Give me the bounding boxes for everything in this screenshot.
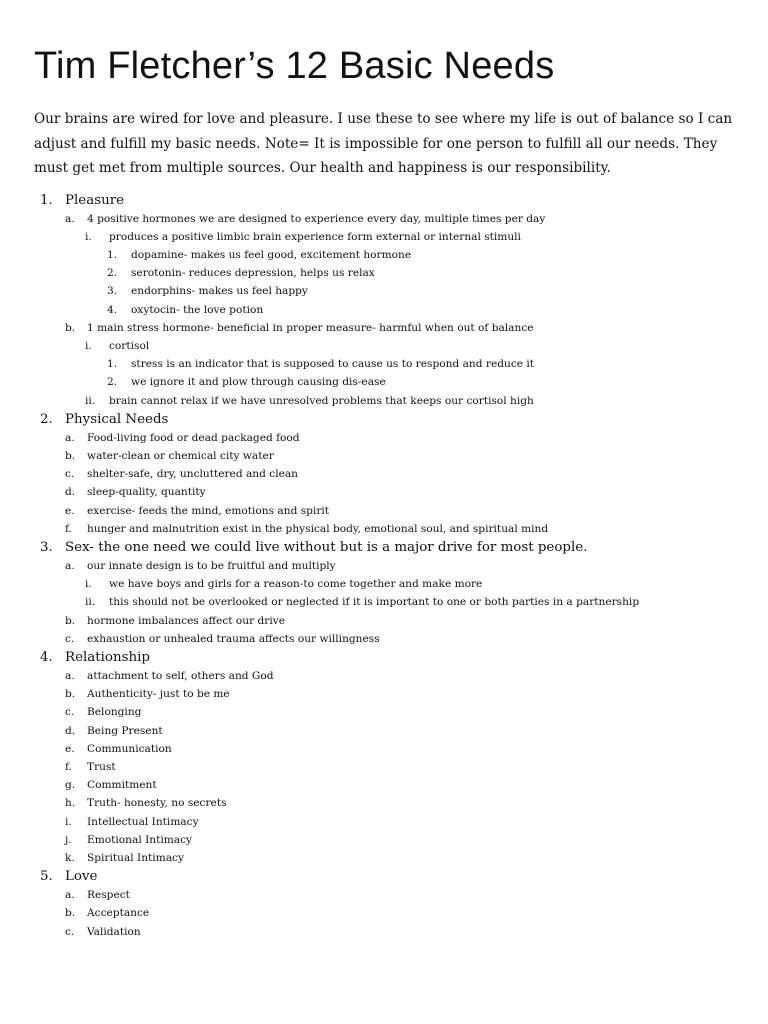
list-marker: a. (65, 431, 75, 444)
sub-list-level-3 (87, 575, 738, 611)
list-marker: 1. (107, 358, 118, 371)
list-item-text: Belonging (87, 706, 142, 719)
section-heading-text: Sex- the one need we could live without but is a major drive for most people. (65, 539, 588, 555)
list-item-text: stress is an indicator that is supposed to cause us to respond and reduce it (131, 358, 535, 371)
list-item-text: exercise- feeds the mind, emotions and spirit (87, 504, 330, 517)
section-item (34, 410, 738, 538)
list-marker: b. (65, 614, 76, 627)
list-marker: k. (65, 852, 75, 864)
list-item (65, 630, 738, 648)
list-item-text: oxytocin- the love potion (131, 303, 264, 316)
list-marker: ii. (85, 596, 96, 609)
list-item-text: our innate design is to be fruitful and multiply (87, 559, 336, 572)
list-item-text: Respect (87, 889, 130, 902)
list-item-text: serotonin- reduces depression, helps us relax (131, 267, 375, 280)
list-item (65, 447, 738, 465)
list-item (65, 886, 738, 904)
list-item-text: Validation (87, 925, 141, 938)
list-item (65, 849, 738, 867)
list-item (65, 667, 738, 685)
sub-list-level-2 (65, 557, 738, 648)
section-item (34, 191, 738, 410)
section-item (34, 538, 738, 648)
list-item (65, 319, 738, 410)
list-marker: d. (65, 724, 76, 737)
list-item-text: exhaustion or unhealed trauma affects our willingness (87, 632, 380, 645)
list-item-text: this should not be overlooked or neglected if it is important to one or both parties in a partnership (109, 596, 640, 609)
list-item (65, 502, 738, 520)
list-item-text: brain cannot relax if we have unresolved problems that keeps our cortisol high (109, 394, 534, 407)
list-marker: h. (65, 797, 76, 810)
list-item (65, 831, 738, 849)
list-item (65, 703, 738, 721)
section-number: 1. (40, 192, 53, 208)
section-heading-text: Physical Needs (65, 411, 169, 427)
section-heading (40, 191, 738, 210)
list-item (65, 923, 738, 941)
list-marker: ii. (85, 394, 96, 407)
needs-outline (34, 191, 738, 941)
list-item-text: dopamine- makes us feel good, excitement hormone (131, 248, 412, 261)
section-heading-text: Love (65, 869, 98, 885)
list-marker: a. (65, 212, 75, 225)
section-number: 2. (40, 411, 53, 427)
list-marker: 3. (107, 285, 118, 298)
list-item-text: produces a positive limbic brain experience form external or internal stimuli (109, 230, 521, 243)
sub-list-level-2 (65, 210, 738, 410)
list-item-text: Acceptance (87, 907, 150, 920)
list-item (109, 373, 738, 391)
list-marker: a. (65, 889, 75, 902)
list-item-text: shelter-safe, dry, uncluttered and clean (87, 468, 298, 481)
list-item (65, 776, 738, 794)
list-marker: 1. (107, 248, 118, 261)
list-marker: c. (65, 468, 75, 481)
list-marker: a. (65, 669, 75, 682)
list-item-text: we have boys and girls for a reason-to come together and make more (109, 578, 483, 591)
section-heading (40, 410, 738, 429)
list-marker: i. (85, 230, 92, 243)
list-marker: i. (65, 815, 72, 828)
list-item (65, 685, 738, 703)
list-marker: e. (65, 742, 75, 755)
list-marker: f. (65, 522, 72, 535)
list-item-text: Spiritual Intimacy (87, 852, 184, 864)
list-item (87, 593, 738, 611)
list-item-text: Emotional Intimacy (87, 833, 193, 846)
list-item-text: we ignore it and plow through causing dis-ease (131, 376, 386, 389)
section-heading (40, 538, 738, 557)
list-item (65, 813, 738, 831)
sub-list-level-2 (65, 429, 738, 538)
list-item-text: sleep-quality, quantity (87, 486, 206, 499)
list-item (65, 429, 738, 447)
list-item (109, 246, 738, 264)
list-item-text: 4 positive hormones we are designed to experience every day, multiple times per day (87, 212, 546, 225)
page-title: Tim Fletcher’s 12 Basic Needs (34, 45, 555, 87)
section-heading-text: Pleasure (65, 192, 125, 208)
list-item-text: Intellectual Intimacy (87, 815, 199, 828)
list-item (109, 355, 738, 373)
list-marker: 2. (107, 267, 118, 280)
sub-list-level-3 (87, 228, 738, 319)
sub-list-level-4 (109, 355, 738, 391)
list-marker: c. (65, 632, 75, 645)
list-marker: i. (85, 339, 92, 352)
list-item (65, 794, 738, 812)
list-marker: 4. (107, 303, 118, 316)
list-marker: i. (85, 578, 92, 591)
list-item-text: Being Present (87, 724, 163, 737)
list-item (65, 483, 738, 501)
sub-list-level-3 (87, 337, 738, 410)
list-item-text: Food-living food or dead packaged food (87, 431, 300, 444)
list-item (109, 264, 738, 282)
list-item-text: endorphins- makes us feel happy (131, 285, 308, 298)
list-item (65, 740, 738, 758)
section-heading (40, 648, 738, 667)
list-item (65, 612, 738, 630)
list-item-text: Communication (87, 742, 172, 755)
list-marker: c. (65, 925, 75, 938)
list-item (87, 337, 738, 392)
list-item (65, 520, 738, 538)
list-item (109, 301, 738, 319)
list-marker: f. (65, 760, 72, 773)
list-item-text: attachment to self, others and God (87, 669, 274, 682)
sub-list-level-2 (65, 667, 738, 867)
list-marker: a. (65, 559, 75, 572)
section-number: 5. (40, 869, 53, 885)
list-marker: d. (65, 486, 76, 499)
list-item (65, 722, 738, 740)
list-marker: b. (65, 907, 76, 920)
list-item-text: cortisol (109, 339, 150, 352)
list-item (87, 575, 738, 593)
list-item (65, 557, 738, 612)
list-item-text: Commitment (87, 779, 157, 792)
list-marker: c. (65, 706, 75, 719)
list-marker: b. (65, 321, 76, 334)
section-item (34, 648, 738, 867)
section-item (34, 867, 738, 941)
section-number: 4. (40, 649, 53, 665)
list-item-text: Truth- honesty, no secrets (87, 797, 227, 810)
section-number: 3. (40, 539, 53, 555)
list-marker: j. (65, 833, 72, 846)
list-item-text: hunger and malnutrition exist in the physical body, emotional soul, and spiritual mind (87, 522, 549, 535)
list-item-text: Trust (87, 760, 116, 773)
list-item (109, 282, 738, 300)
list-item (65, 904, 738, 922)
list-item (65, 758, 738, 776)
list-marker: e. (65, 504, 75, 517)
list-item-text: Authenticity- just to be me (87, 688, 230, 701)
list-item (65, 210, 738, 319)
list-marker: b. (65, 688, 76, 701)
section-heading-text: Relationship (65, 649, 150, 665)
list-marker: b. (65, 449, 76, 462)
intro-paragraph: Our brains are wired for love and pleasure. I use these to see where my life is out of balance so I can adjust and fulfill my basic needs. Note= It is impossible for one person to fulfill all our needs. They must get met from multiple sources. Our health and happiness is our responsibility. (34, 111, 733, 176)
list-item (87, 228, 738, 319)
list-item (65, 465, 738, 483)
list-item-text: water-clean or chemical city water (87, 449, 274, 462)
list-item-text: hormone imbalances affect our drive (87, 614, 286, 627)
section-heading (40, 867, 738, 886)
sub-list-level-4 (109, 246, 738, 319)
list-item (87, 392, 738, 410)
sub-list-level-2 (65, 886, 738, 941)
list-marker: 2. (107, 376, 118, 389)
list-marker: g. (65, 779, 76, 792)
list-item-text: 1 main stress hormone- beneficial in proper measure- harmful when out of balance (87, 321, 534, 334)
